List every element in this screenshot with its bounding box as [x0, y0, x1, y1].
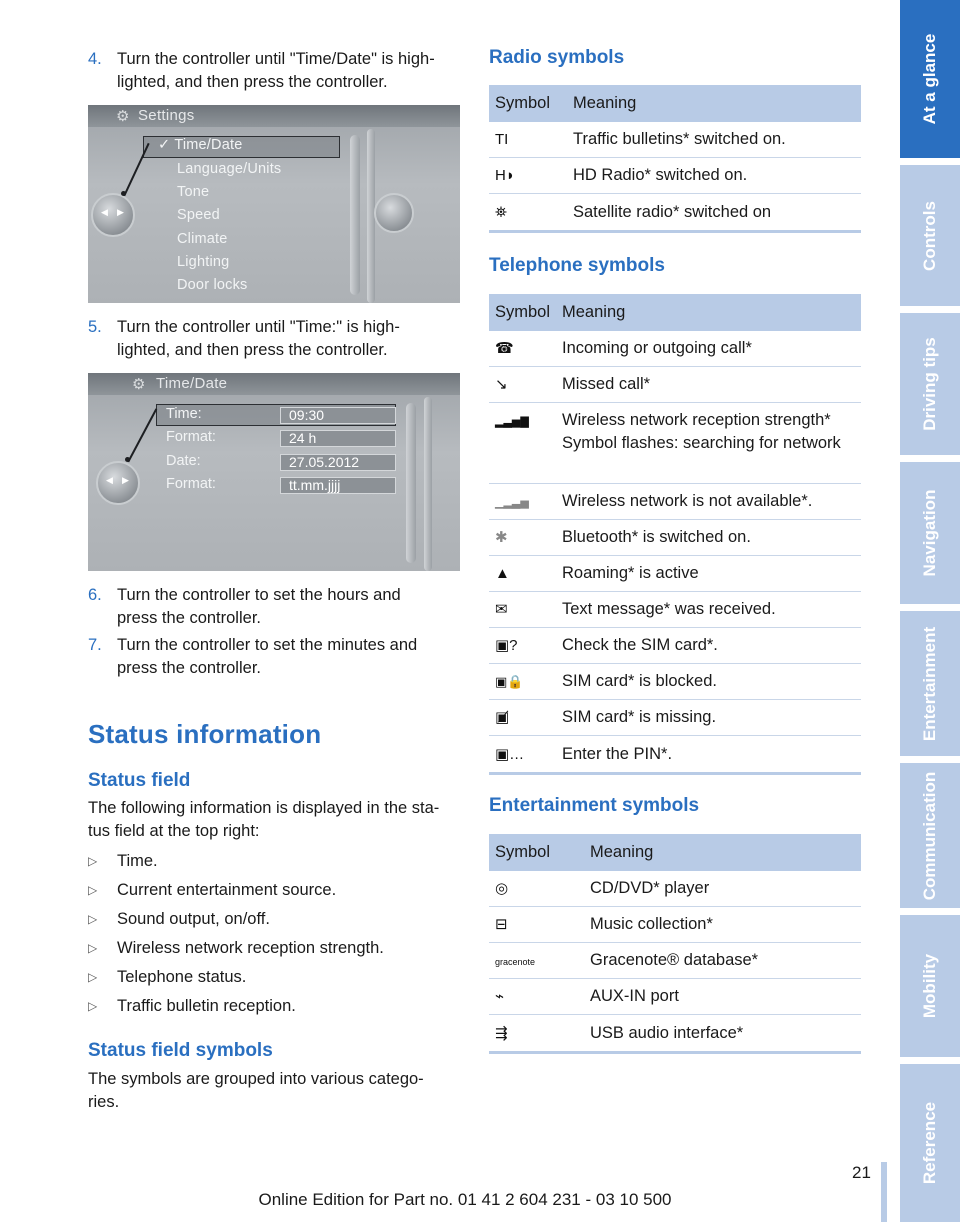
step-number: 7.	[88, 636, 102, 654]
menu-item: Door locks	[177, 277, 248, 293]
step-6	[88, 584, 463, 630]
table-row: ⇶ USB audio interface*	[495, 1023, 744, 1042]
scroll-knob-icon	[374, 193, 414, 233]
list-item: ▷ Sound output, on/off.	[88, 908, 463, 937]
gear-icon: ⚙	[116, 108, 130, 125]
triangle-bullet-icon: ▷	[88, 883, 98, 897]
paragraph: The symbols are grouped into various catego‐ ries.	[88, 1070, 424, 1111]
tab-at-a-glance[interactable]: At a glance	[900, 0, 960, 158]
field-label: Time:	[166, 406, 202, 422]
table-row: ◎ CD/DVD* player	[489, 871, 861, 907]
tab-communication[interactable]: Communication	[900, 763, 960, 908]
tab-controls[interactable]: Controls	[900, 165, 960, 306]
text-message-icon: ✉	[495, 601, 508, 618]
controller-knob-icon: ◀ ▶	[96, 461, 140, 505]
no-network-icon: ▁▂▃▅	[495, 497, 529, 509]
triangle-bullet-icon: ▷	[88, 854, 98, 868]
field-label: Date:	[166, 453, 201, 469]
step-text: Turn the controller until "Time:" is high‐	[117, 318, 400, 336]
table-row: ▣… Enter the PIN*.	[495, 744, 673, 763]
table-row: ▣? Check the SIM card*.	[489, 628, 861, 664]
list-item: ▷ Telephone status.	[88, 966, 463, 995]
table-row: ▣̸ SIM card* is missing.	[489, 700, 861, 736]
chapter-tabs	[900, 0, 960, 1222]
step-text: press the controller.	[117, 609, 261, 627]
step-text: lighted, and then press the controller.	[117, 73, 388, 91]
table-row: H◗ HD Radio* switched on.	[489, 158, 861, 194]
step-text: Turn the controller until "Time/Date" is high‐	[117, 50, 435, 68]
sim-blocked-icon: ▣🔒	[495, 674, 524, 689]
missed-call-icon: ↘	[495, 376, 508, 393]
entertainment-symbols-table	[489, 834, 861, 1054]
menu-item: Speed	[177, 207, 220, 223]
table-row: ↘ Missed call*	[489, 367, 861, 403]
table-row: ▁▂▃▅ Wireless network is not available*.	[489, 484, 861, 520]
field-value: 24 h	[280, 430, 396, 447]
music-collection-icon: ⊟	[495, 916, 508, 933]
page-number: 21	[852, 1163, 871, 1182]
field-value: 09:30	[280, 407, 396, 424]
section-heading: Status information	[88, 719, 322, 749]
field-label: Format:	[166, 429, 216, 445]
radio-symbols-table	[489, 85, 861, 233]
table-row: ✉ Text message* was received.	[489, 592, 861, 628]
screen-title: Time/Date	[156, 375, 228, 392]
step-5	[88, 316, 463, 362]
usb-icon: ⇶	[495, 1024, 508, 1042]
screen-title: Settings	[138, 107, 195, 124]
table-header: Symbol Meaning	[489, 85, 861, 122]
menu-item: Tone	[177, 184, 210, 200]
step-text: Turn the controller to set the minutes and	[117, 636, 418, 654]
table-header: Symbol Meaning	[489, 834, 861, 871]
triangle-bullet-icon: ▷	[88, 912, 98, 926]
tab-navigation[interactable]: Navigation	[900, 462, 960, 604]
menu-item-selected: ✓ Time/Date	[158, 137, 243, 153]
field-label: Format:	[166, 476, 216, 492]
table-row: ✱ Bluetooth* is switched on.	[489, 520, 861, 556]
triangle-bullet-icon: ▷	[88, 999, 98, 1013]
tab-driving-tips[interactable]: Driving tips	[900, 313, 960, 455]
time-date-screen-image	[88, 373, 460, 571]
menu-item: Language/Units	[177, 161, 282, 177]
list-item: ▷ Time.	[88, 850, 463, 879]
table-row: ⛯ Satellite radio* switched on	[495, 202, 772, 221]
bluetooth-icon: ✱	[495, 529, 508, 546]
tab-mobility[interactable]: Mobility	[900, 915, 960, 1057]
status-bullet-list	[88, 850, 463, 1024]
paragraph: The following information is displayed in the sta‐ tus field at the top right:	[88, 799, 440, 840]
step-4	[88, 48, 463, 94]
controller-knob-icon: ◀ ▶	[91, 193, 135, 237]
aux-in-icon: ⌁	[495, 988, 505, 1005]
list-item: ▷ Wireless network reception strength.	[88, 937, 463, 966]
list-item: ▷ Current entertainment source.	[88, 879, 463, 908]
triangle-bullet-icon: ▷	[88, 970, 98, 984]
call-icon: ☎	[495, 340, 514, 357]
field-value: 27.05.2012	[280, 454, 396, 471]
sim-missing-icon: ▣̸	[495, 709, 510, 726]
menu-item: Climate	[177, 231, 228, 247]
menu-item: Lighting	[177, 254, 230, 270]
triangle-bullet-icon: ▷	[88, 941, 98, 955]
section-heading: Telephone symbols	[489, 255, 665, 276]
footer-text: Online Edition for Part no. 01 41 2 604 231 - 03 10 500	[258, 1190, 672, 1209]
telephone-symbols-table	[489, 294, 861, 775]
step-number: 4.	[88, 50, 102, 68]
satellite-radio-icon: ⛯	[495, 203, 508, 221]
section-heading: Entertainment symbols	[489, 795, 700, 816]
step-text: lighted, and then press the controller.	[117, 341, 388, 359]
table-row: ▲ Roaming* is active	[489, 556, 861, 592]
step-7	[88, 634, 463, 680]
table-row: ⊟ Music collection*	[489, 907, 861, 943]
subsection-heading: Status field	[88, 770, 191, 791]
hd-radio-icon: H◗	[495, 167, 515, 184]
table-row: ▂▃▅▇ Wireless network reception strength* Symbol flashes: searching for network	[489, 403, 861, 484]
traffic-bulletin-icon: TI	[495, 131, 509, 148]
field-value: tt.mm.jjjj	[280, 477, 396, 494]
table-row: TI Traffic bulletins* switched on.	[489, 122, 861, 158]
gear-icon: ⚙	[132, 376, 146, 393]
signal-strength-icon: ▂▃▅▇	[495, 416, 529, 428]
step-number: 5.	[88, 318, 102, 336]
check-sim-icon: ▣?	[495, 637, 518, 654]
table-row: ▣🔒 SIM card* is blocked.	[489, 664, 861, 700]
roaming-icon: ▲	[495, 565, 510, 582]
table-row: ☎ Incoming or outgoing call*	[489, 331, 861, 367]
step-text: Turn the controller to set the hours and	[117, 586, 401, 604]
table-row: ⌁ AUX-IN port	[489, 979, 861, 1015]
step-number: 6.	[88, 586, 102, 604]
step-text: press the controller.	[117, 659, 261, 677]
cd-dvd-icon: ◎	[495, 880, 509, 897]
subsection-heading: Status field symbols	[88, 1040, 273, 1061]
tab-entertainment[interactable]: Entertainment	[900, 611, 960, 756]
list-item: ▷ Traffic bulletin reception.	[88, 995, 463, 1024]
gracenote-icon: gracenote	[495, 957, 536, 967]
enter-pin-icon: ▣…	[495, 745, 525, 763]
settings-screen-image	[88, 105, 460, 303]
section-heading: Radio symbols	[489, 47, 625, 68]
tab-reference[interactable]: Reference	[900, 1064, 960, 1222]
table-header: Symbol Meaning	[489, 294, 861, 331]
table-row: gracenote Gracenote® database*	[489, 943, 861, 979]
